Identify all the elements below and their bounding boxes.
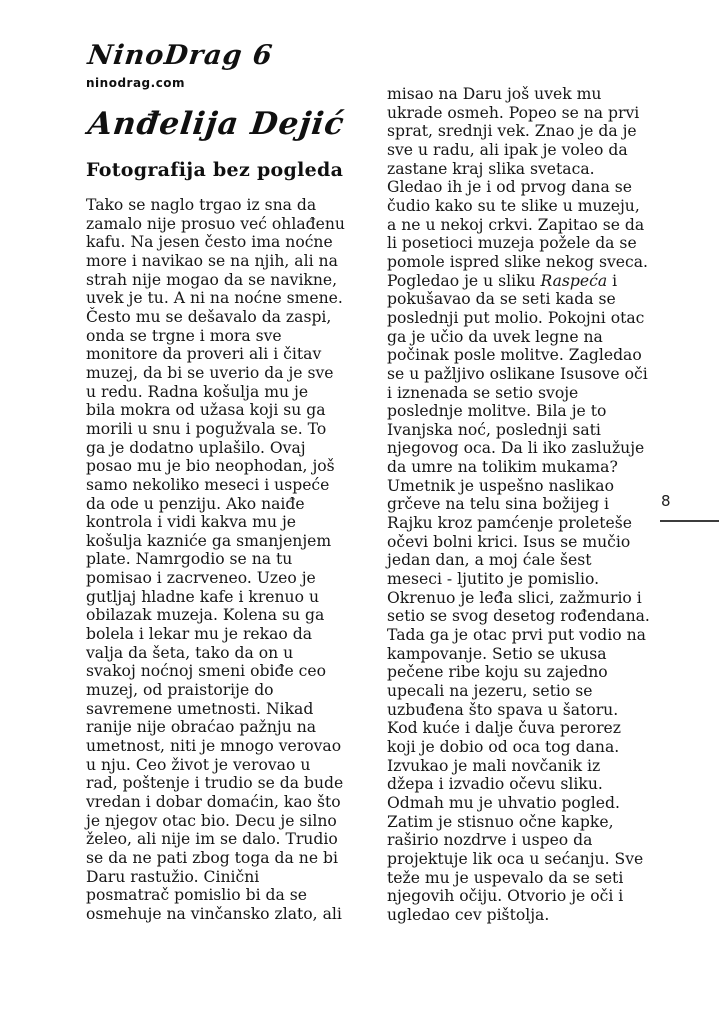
text-line: i iznenada se setio svoje [387,383,579,402]
text-line: Daru rastužio. Cinični [86,867,260,886]
text-line: kontrola i vidi kakva mu je [86,513,297,532]
text-column-left [86,196,372,924]
text-line: svakoj noćnoj smeni obiđe ceo [86,662,327,681]
text-line: Umetnik je uspešno naslikao [387,476,614,495]
text-line: Odmah mu je uhvatio pogled. [387,793,620,812]
text-line: Okrenuo je leđa slici, zažmurio i [387,588,642,607]
text-line: uvek je tu. A ni na noćne smene. [86,289,343,308]
text-line: uzbuđena što spava u šatoru. [387,700,619,719]
article-title: Fotografija bez pogleda [86,159,344,181]
text-line: bolela i lekar mu je rekao da [86,625,313,644]
text-line: grčeve na telu sina božijeg i [387,495,610,514]
text-line: koji je dobio od oca tog dana. [387,737,620,756]
text-line: umetnost, niti je mnogo verovao [86,737,342,756]
text-line: rad, poštenje i trudio se da bude [86,774,344,793]
publication-website: ninodrag.com [86,76,186,90]
text-column-right [387,85,667,925]
text-line: posmatrač pomislio bi da se [86,886,308,905]
text-line: zamalo nije prosuo već ohlađenu [86,214,345,233]
text-line: Gledao ih je i od prvog dana se [387,178,632,197]
text-line: onda se trgne i mora sve [86,326,282,345]
text-line: Ivanjska noć, poslednji sati [387,420,601,439]
text-line: Izvukao je mali novčanik iz [387,756,601,775]
text-line: košulja kazniće ga smanjenjem [86,531,332,550]
text-line: gutljaj hladne kafe i krenuo u [86,587,319,606]
text-line: Zatim je stisnuo očne kapke, [387,812,614,831]
text-line: samo nekoliko meseci i uspeće [86,475,330,494]
text-line: poslednje molitve. Bila je to [387,402,607,421]
author-name: Anđelija Dejić [86,106,347,142]
text-line: Često mu se dešavalo da zaspi, [86,307,332,326]
text-line: raširio nozdrve i uspeo da [387,831,593,850]
text-line: se da ne pati zbog toga da ne bi [86,848,338,867]
text-line: muzej, od praistorije do [86,681,274,700]
text-line: Pogledao je u sliku Raspeća i [387,271,618,290]
text-line: kampovanje. Setio se ukusa [387,644,607,663]
page-number: 8 [661,492,671,510]
text-line: Rajku kroz pamćenje proleteše [387,514,633,533]
text-line: more i navikao se na njih, ali na [86,251,338,270]
text-line: počinak posle molitve. Zagledao [387,346,642,365]
text-line: Kod kuće i dalje čuva perorez [387,719,621,738]
text-line: Tada ga je otac prvi put vodio na [387,626,646,645]
text-line: ukrade osmeh. Popeo se na prvi [387,103,640,122]
text-line: u nju. Ceo život je verovao u [86,755,311,774]
text-line: da ode u penziju. Ako naiđe [86,494,305,513]
text-line: ga je učio da uvek legne na [387,327,603,346]
text-line: upecali na jezeru, setio se [387,682,593,700]
text-line: jedan dan, a moj ćale šest [387,551,592,570]
text-line: pečene ribe koju su zajedno [387,663,608,682]
text-line: vredan i dobar domaćin, kao što [86,793,341,811]
text-line: poslednji put molio. Pokojni otac [387,308,645,327]
text-line: obilazak muzeja. Kolena su ga [86,606,325,625]
text-line: plate. Namrgodio se na tu [86,550,293,569]
text-line: sprat, srednji vek. Znao je da je [387,122,637,141]
text-line: da umre na tolikim mukama? [387,458,618,477]
text-line: valja da šeta, tako da on u [86,643,294,662]
text-line: muzej, da bi se uverio da je sve [86,363,334,382]
text-line: je njegov otac bio. Decu je silno [86,811,337,830]
text-line: posao mu je bio neophodan, još [86,457,335,476]
text-line: savremene umetnosti. Nikad [86,699,314,718]
page-number-rule [660,520,719,522]
text-line: pokušavao da se seti kada se [387,290,616,309]
text-line: setio se svog desetog rođendana. [387,607,650,626]
text-line: želeo, ali nije im se dalo. Trudio [86,830,338,849]
text-line: ranije nije obraćao pažnju na [86,718,317,737]
text-line: monitore da proveri ali i čitav [86,345,322,364]
text-line: teže mu je uspevalo da se seti [387,868,624,887]
text-line: li posetioci muzeja požele da se [387,234,637,253]
text-line: morili u snu i pogužvala se. To [86,419,327,438]
text-line: ugledao cev pištolja. [387,905,550,924]
text-line: zastane kraj slika svetaca. [387,159,595,178]
text-line: njegovih očiju. Otvorio je oči i [387,887,624,906]
text-line: osmehuje na vinčansko zlato, ali [86,904,342,923]
publication-logo: NinoDrag 6 [86,40,275,71]
text-line: strah nije mogao da se navikne, [86,270,338,289]
text-line: se u pažljivo oslikane Isusove oči [387,364,648,383]
text-line: očevi bolni krici. Isus se mučio [387,532,631,551]
text-line: čudio kako su te slike u muzeju, [387,196,640,215]
text-line: džepa i izvadio očevu sliku. [387,775,603,794]
text-line: misao na Daru još uvek mu [387,85,602,103]
text-line: meseci - ljutito je pomislio. [387,570,600,589]
text-line: njegovog oca. Da li iko zaslužuje [387,439,645,458]
text-line: pomisao i zacrveneo. Uzeo je [86,569,316,588]
text-line: ga je dodatno uplašilo. Ovaj [86,438,306,457]
text-line: u redu. Radna košulja mu je [86,382,309,401]
text-line: projektuje lik oca u sećanju. Sve [387,849,644,868]
text-line: Tako se naglo trgao iz sna da [86,196,317,214]
text-line: kafu. Na jesen često ima noćne [86,233,333,252]
text-line: pomole ispred slike nekog sveca. [387,252,648,271]
text-line: sve u radu, ali ipak je voleo da [387,140,628,159]
text-line: bila mokra od užasa koji su ga [86,401,326,420]
text-line: a ne u nekoj crkvi. Zapitao se da [387,215,645,234]
